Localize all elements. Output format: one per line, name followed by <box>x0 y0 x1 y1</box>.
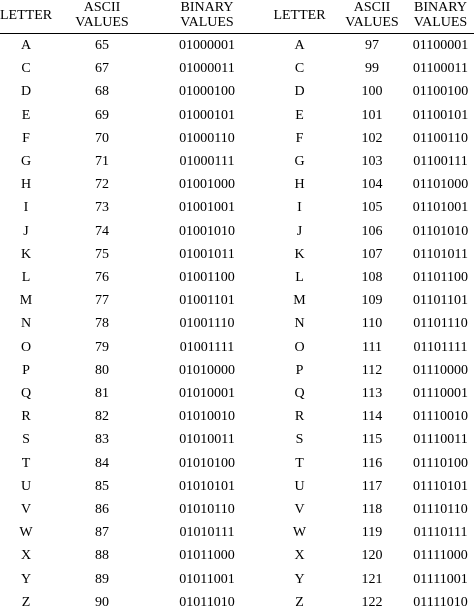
binary-lower-cell: 01110011 <box>407 428 474 451</box>
binary-lower-cell: 01110010 <box>407 405 474 428</box>
letter-upper-cell: R <box>0 405 52 428</box>
binary-upper-cell: 01001101 <box>152 289 262 312</box>
table-row <box>0 452 474 475</box>
letter-upper-cell: W <box>0 521 52 544</box>
table-row <box>0 591 474 614</box>
table-row <box>0 544 474 567</box>
letter-lower-cell: V <box>262 498 337 521</box>
letter-lower-cell: C <box>262 57 337 80</box>
letter-upper-cell: F <box>0 127 52 150</box>
binary-upper-cell: 01001001 <box>152 196 262 219</box>
table-row <box>0 173 474 196</box>
ascii-upper-cell: 75 <box>52 243 152 266</box>
table-row <box>0 127 474 150</box>
letter-upper-cell: H <box>0 173 52 196</box>
letter-lower-cell: H <box>262 173 337 196</box>
ascii-lower-cell: 108 <box>337 266 407 289</box>
header-ascii-upper <box>52 0 152 34</box>
header-letter-upper <box>0 0 52 34</box>
letter-upper-cell: G <box>0 150 52 173</box>
binary-lower-cell: 01101111 <box>407 336 474 359</box>
binary-upper-cell: 01011001 <box>152 568 262 591</box>
table-row <box>0 243 474 266</box>
binary-lower-cell: 01100111 <box>407 150 474 173</box>
letter-upper-cell: V <box>0 498 52 521</box>
ascii-upper-cell: 84 <box>52 452 152 475</box>
table-row <box>0 34 474 58</box>
letter-upper-cell: Z <box>0 591 52 614</box>
ascii-upper-cell: 79 <box>52 336 152 359</box>
header-ascii-lower-line1: ASCII <box>337 0 407 15</box>
binary-upper-cell: 01010101 <box>152 475 262 498</box>
ascii-lower-cell: 103 <box>337 150 407 173</box>
header-binary-lower-line1: BINARY <box>407 0 474 15</box>
ascii-upper-cell: 68 <box>52 80 152 103</box>
table-row <box>0 336 474 359</box>
letter-lower-cell: X <box>262 544 337 567</box>
binary-upper-cell: 01010111 <box>152 521 262 544</box>
letter-upper-cell: O <box>0 336 52 359</box>
binary-upper-cell: 01011000 <box>152 544 262 567</box>
binary-upper-cell: 01010011 <box>152 428 262 451</box>
binary-lower-cell: 01111010 <box>407 591 474 614</box>
table-row <box>0 475 474 498</box>
ascii-upper-cell: 72 <box>52 173 152 196</box>
table-row <box>0 359 474 382</box>
binary-upper-cell: 01010000 <box>152 359 262 382</box>
table-row <box>0 289 474 312</box>
binary-upper-cell: 01011010 <box>152 591 262 614</box>
letter-lower-cell: D <box>262 80 337 103</box>
letter-upper-cell: K <box>0 243 52 266</box>
ascii-lower-cell: 102 <box>337 127 407 150</box>
ascii-upper-cell: 90 <box>52 591 152 614</box>
letter-lower-cell: E <box>262 104 337 127</box>
ascii-upper-cell: 73 <box>52 196 152 219</box>
letter-lower-cell: G <box>262 150 337 173</box>
header-ascii-upper-line1: ASCII <box>52 0 152 15</box>
letter-lower-cell: L <box>262 266 337 289</box>
table-row <box>0 521 474 544</box>
binary-lower-cell: 01110101 <box>407 475 474 498</box>
table-body <box>0 34 474 614</box>
table-row <box>0 405 474 428</box>
ascii-upper-cell: 80 <box>52 359 152 382</box>
letter-lower-cell: W <box>262 521 337 544</box>
header-letter-lower <box>262 0 337 34</box>
ascii-lower-cell: 122 <box>337 591 407 614</box>
ascii-lower-cell: 112 <box>337 359 407 382</box>
binary-upper-cell: 01000001 <box>152 34 262 58</box>
header-binary-lower <box>407 0 474 34</box>
binary-lower-cell: 01101011 <box>407 243 474 266</box>
ascii-upper-cell: 70 <box>52 127 152 150</box>
table-row <box>0 498 474 521</box>
table-row <box>0 568 474 591</box>
letter-lower-cell: S <box>262 428 337 451</box>
ascii-lower-cell: 106 <box>337 220 407 243</box>
ascii-lower-cell: 104 <box>337 173 407 196</box>
header-ascii-lower-line2: VALUES <box>337 15 407 30</box>
letter-lower-cell: Z <box>262 591 337 614</box>
ascii-lower-cell: 107 <box>337 243 407 266</box>
letter-upper-cell: D <box>0 80 52 103</box>
letter-upper-cell: Q <box>0 382 52 405</box>
ascii-upper-cell: 88 <box>52 544 152 567</box>
header-ascii-lower <box>337 0 407 34</box>
ascii-lower-cell: 105 <box>337 196 407 219</box>
binary-lower-cell: 01111001 <box>407 568 474 591</box>
table-row <box>0 428 474 451</box>
header-letter-upper-text: LETTER <box>0 8 52 23</box>
ascii-lower-cell: 111 <box>337 336 407 359</box>
ascii-upper-cell: 87 <box>52 521 152 544</box>
letter-upper-cell: J <box>0 220 52 243</box>
ascii-lower-cell: 109 <box>337 289 407 312</box>
binary-upper-cell: 01001111 <box>152 336 262 359</box>
binary-lower-cell: 01100100 <box>407 80 474 103</box>
binary-upper-cell: 01000111 <box>152 150 262 173</box>
binary-upper-cell: 01010010 <box>152 405 262 428</box>
ascii-lower-cell: 117 <box>337 475 407 498</box>
ascii-upper-cell: 86 <box>52 498 152 521</box>
binary-upper-cell: 01000101 <box>152 104 262 127</box>
letter-lower-cell: P <box>262 359 337 382</box>
table-row <box>0 80 474 103</box>
table-row <box>0 150 474 173</box>
ascii-upper-cell: 71 <box>52 150 152 173</box>
table-row <box>0 382 474 405</box>
letter-lower-cell: T <box>262 452 337 475</box>
binary-lower-cell: 01100101 <box>407 104 474 127</box>
ascii-upper-cell: 82 <box>52 405 152 428</box>
ascii-upper-cell: 85 <box>52 475 152 498</box>
letter-lower-cell: Y <box>262 568 337 591</box>
table-row <box>0 104 474 127</box>
letter-upper-cell: X <box>0 544 52 567</box>
letter-lower-cell: F <box>262 127 337 150</box>
ascii-lower-cell: 119 <box>337 521 407 544</box>
ascii-lower-cell: 118 <box>337 498 407 521</box>
letter-upper-cell: M <box>0 289 52 312</box>
letter-lower-cell: U <box>262 475 337 498</box>
binary-lower-cell: 01101001 <box>407 196 474 219</box>
ascii-lower-cell: 120 <box>337 544 407 567</box>
letter-upper-cell: I <box>0 196 52 219</box>
letter-lower-cell: J <box>262 220 337 243</box>
binary-upper-cell: 01000110 <box>152 127 262 150</box>
binary-upper-cell: 01000100 <box>152 80 262 103</box>
letter-lower-cell: I <box>262 196 337 219</box>
letter-lower-cell: K <box>262 243 337 266</box>
ascii-lower-cell: 121 <box>337 568 407 591</box>
ascii-upper-cell: 74 <box>52 220 152 243</box>
ascii-upper-cell: 89 <box>52 568 152 591</box>
binary-lower-cell: 01101110 <box>407 312 474 335</box>
binary-lower-cell: 01110001 <box>407 382 474 405</box>
ascii-upper-cell: 69 <box>52 104 152 127</box>
ascii-lower-cell: 113 <box>337 382 407 405</box>
binary-lower-cell: 01101101 <box>407 289 474 312</box>
header-binary-lower-line2: VALUES <box>407 15 474 30</box>
binary-lower-cell: 01111000 <box>407 544 474 567</box>
binary-upper-cell: 01000011 <box>152 57 262 80</box>
table-row <box>0 220 474 243</box>
binary-lower-cell: 01100110 <box>407 127 474 150</box>
table-row <box>0 266 474 289</box>
binary-lower-cell: 01110000 <box>407 359 474 382</box>
ascii-lower-cell: 110 <box>337 312 407 335</box>
letter-lower-cell: Q <box>262 382 337 405</box>
letter-lower-cell: R <box>262 405 337 428</box>
binary-lower-cell: 01110111 <box>407 521 474 544</box>
binary-lower-cell: 01110110 <box>407 498 474 521</box>
ascii-lower-cell: 100 <box>337 80 407 103</box>
letter-upper-cell: T <box>0 452 52 475</box>
ascii-lower-cell: 116 <box>337 452 407 475</box>
ascii-upper-cell: 78 <box>52 312 152 335</box>
binary-lower-cell: 01100011 <box>407 57 474 80</box>
letter-upper-cell: C <box>0 57 52 80</box>
ascii-lower-cell: 97 <box>337 34 407 58</box>
header-ascii-upper-line2: VALUES <box>52 15 152 30</box>
header-row <box>0 0 474 34</box>
ascii-upper-cell: 83 <box>52 428 152 451</box>
ascii-lower-cell: 99 <box>337 57 407 80</box>
ascii-lower-cell: 101 <box>337 104 407 127</box>
letter-upper-cell: L <box>0 266 52 289</box>
letter-upper-cell: Y <box>0 568 52 591</box>
letter-upper-cell: S <box>0 428 52 451</box>
header-binary-upper-line1: BINARY <box>152 0 262 15</box>
letter-upper-cell: U <box>0 475 52 498</box>
binary-lower-cell: 01101000 <box>407 173 474 196</box>
ascii-upper-cell: 67 <box>52 57 152 80</box>
letter-upper-cell: E <box>0 104 52 127</box>
ascii-upper-cell: 77 <box>52 289 152 312</box>
header-binary-upper-line2: VALUES <box>152 15 262 30</box>
ascii-upper-cell: 65 <box>52 34 152 58</box>
ascii-lower-cell: 114 <box>337 405 407 428</box>
binary-upper-cell: 01001110 <box>152 312 262 335</box>
header-letter-lower-text: LETTER <box>262 8 337 23</box>
ascii-upper-cell: 76 <box>52 266 152 289</box>
binary-upper-cell: 01001010 <box>152 220 262 243</box>
ascii-lower-cell: 115 <box>337 428 407 451</box>
table-row <box>0 196 474 219</box>
binary-lower-cell: 01110100 <box>407 452 474 475</box>
binary-upper-cell: 01001100 <box>152 266 262 289</box>
table-row <box>0 57 474 80</box>
binary-upper-cell: 01010001 <box>152 382 262 405</box>
binary-lower-cell: 01101100 <box>407 266 474 289</box>
binary-upper-cell: 01001000 <box>152 173 262 196</box>
binary-upper-cell: 01001011 <box>152 243 262 266</box>
table-row <box>0 312 474 335</box>
binary-upper-cell: 01010100 <box>152 452 262 475</box>
header-binary-upper <box>152 0 262 34</box>
letter-lower-cell: O <box>262 336 337 359</box>
letter-lower-cell: N <box>262 312 337 335</box>
letter-upper-cell: P <box>0 359 52 382</box>
binary-lower-cell: 01100001 <box>407 34 474 58</box>
binary-lower-cell: 01101010 <box>407 220 474 243</box>
table-header <box>0 0 474 34</box>
letter-upper-cell: N <box>0 312 52 335</box>
letter-lower-cell: M <box>262 289 337 312</box>
ascii-upper-cell: 81 <box>52 382 152 405</box>
letter-lower-cell: A <box>262 34 337 58</box>
letter-upper-cell: A <box>0 34 52 58</box>
binary-upper-cell: 01010110 <box>152 498 262 521</box>
